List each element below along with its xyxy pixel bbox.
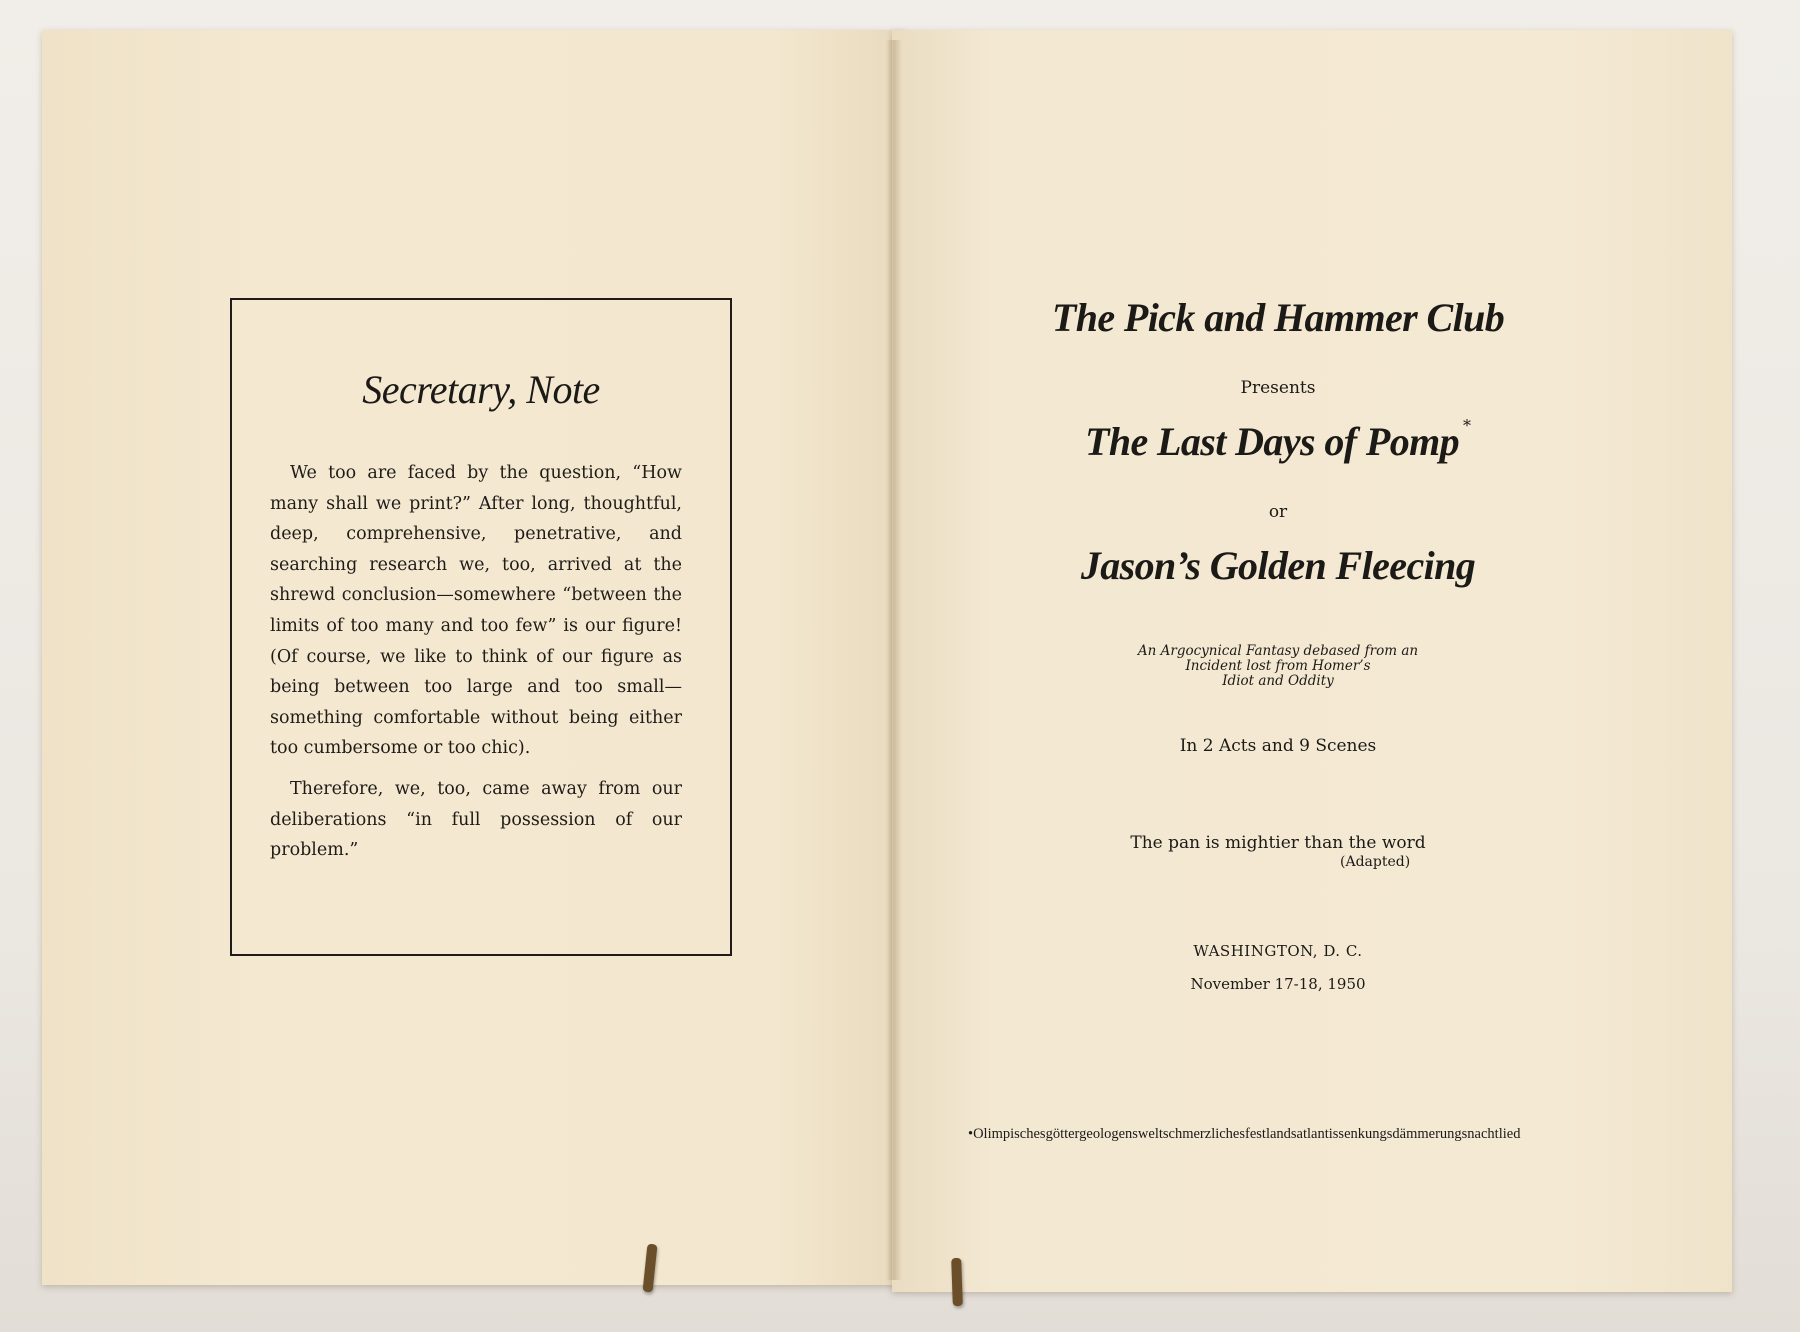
- location: WASHINGTON, D. C.: [1193, 942, 1363, 960]
- description-line-3: Idiot and Oddity: [1222, 673, 1334, 689]
- club-name: The Pick and Hammer Club: [1051, 295, 1505, 340]
- motto-note: (Adapted): [1340, 854, 1411, 870]
- play-title: The Last Days of Pomp: [1084, 419, 1460, 464]
- secretary-note-title: Secretary, Note: [362, 367, 600, 412]
- presents-text: Presents: [1240, 378, 1316, 398]
- subtitle: Jason’s Golden Fleecing: [1080, 543, 1476, 588]
- footnote: •Olimpischesgöttergeologensweltschmerzlichesfestlandsatlantissenkungsdämmerungsnachtlied: [968, 1126, 1521, 1142]
- dates: November 17-18, 1950: [1190, 975, 1366, 993]
- or-text: or: [1268, 502, 1288, 522]
- secretary-note-box: [230, 298, 732, 956]
- secretary-note-paragraph-2: Therefore, we, too, came away from our deliberations “in full possession of our problem.”: [270, 779, 682, 861]
- title-asterisk: *: [1463, 416, 1472, 435]
- motto: The pan is mightier than the word: [1130, 833, 1426, 853]
- description: [892, 644, 1664, 689]
- description-line-1: An Argocynical Fantasy debased from an: [1137, 643, 1419, 659]
- secretary-note-paragraph-1: We too are faced by the question, “How many shall we print?” After long, thoughtful, deep, comprehensive, penetrative, and searching research we, too, arrived at the shrewd conclusion—somewhere “between the limits of too many and too few” is our figure! (Of course, we like to think of our figure as being between too large and too small—something comfortable without being either too cumbersome or too chic).: [270, 463, 682, 759]
- display-stand-right: [951, 1258, 963, 1306]
- acts-scenes: In 2 Acts and 9 Scenes: [1179, 736, 1377, 756]
- play-title-line: [892, 418, 1664, 465]
- description-line-2: Incident lost from Homer’s: [1185, 658, 1371, 674]
